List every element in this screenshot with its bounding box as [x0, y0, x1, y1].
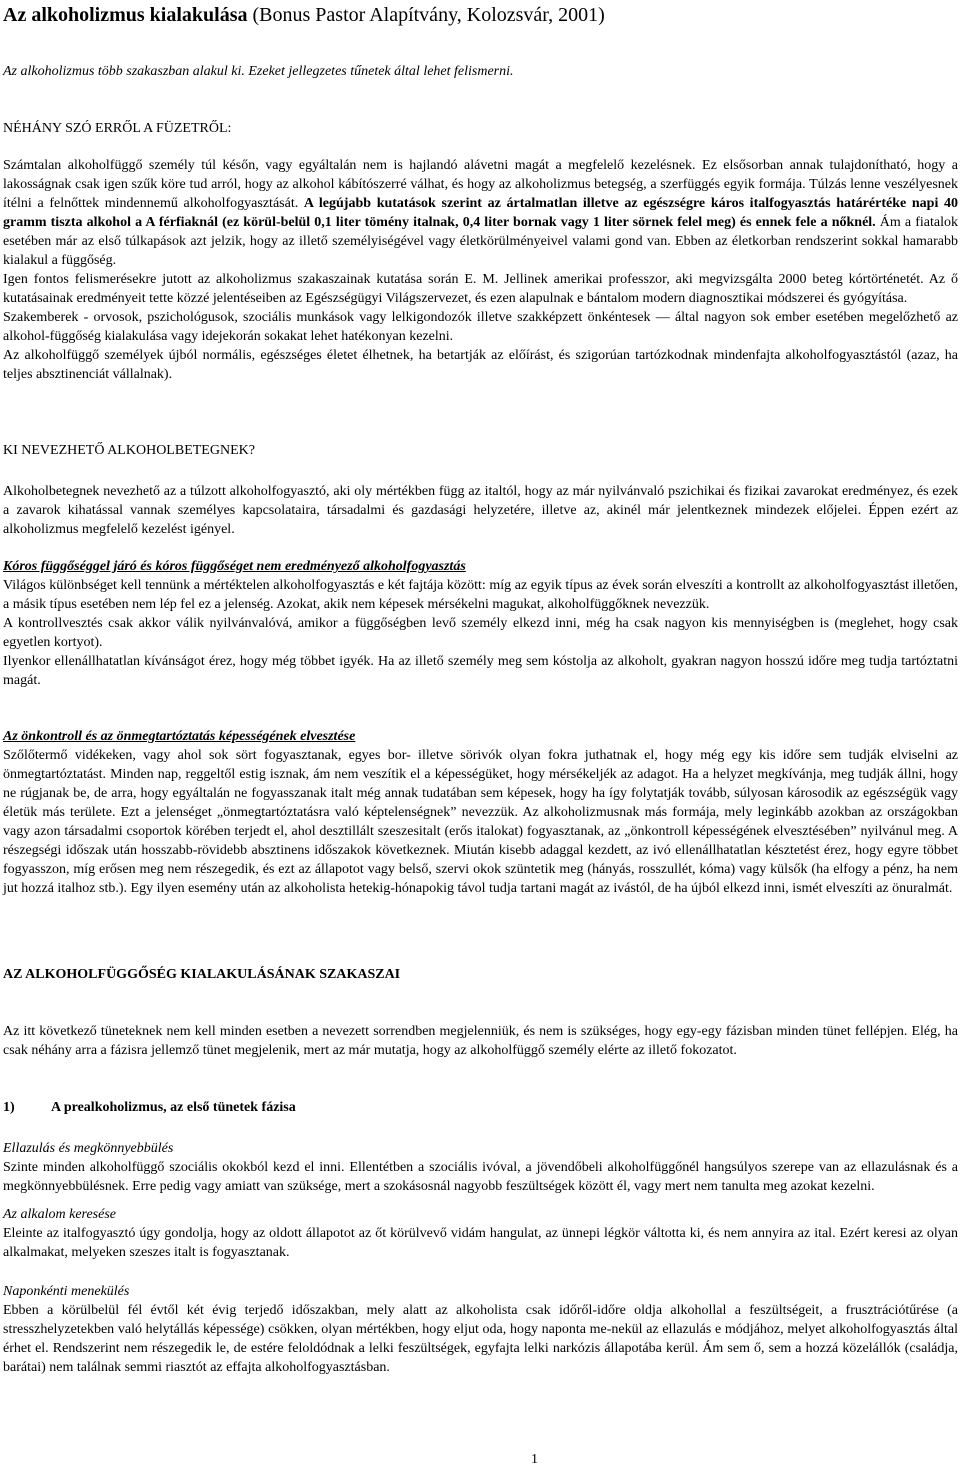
intro-text: Az alkoholizmus több szakaszban alakul ki. Ezeket jellegzetes tűnetek által lehet felismerni. [3, 64, 514, 79]
s3-paragraph-1: Az itt következő tüneteknek nem kell minden esetben a nevezett sorrendben megjelenniük, és nem is szükséges, hogy egy-egy fázisban minden tünet fellépjen. Elég, ha csak néhány arra a fázisra jellemző tünet megjelenik, mert az már mutatja, hogy az alkoholfüggő személy elérte az illető fokozatot. [3, 1024, 958, 1058]
section3-heading: AZ ALKOHOLFÜGGŐSÉG KIALAKULÁSÁNAK SZAKASZAI [3, 967, 401, 982]
intro-paragraph [3, 62, 958, 81]
sub1-paragraph-2: A kontrollvesztés csak akkor válik nyilvánvalóvá, amikor a függőségben levő személy elkezd inni, még ha csak nagyon kis mennyiségben is (meglehet, hogy csak egyetlen kortyot). [3, 616, 958, 650]
subsection1 [3, 557, 958, 690]
s1-paragraph-1: Számtalan alkoholfüggő személy túl későn, vagy egyáltalán nem is hajlandó alávetni magát a megfelelő kezelésnek. Ez elsősorban annak tulajdonítható, hogy a lakosságnak csak igen szűk köre tud arról, hogy az alkohol kábítószerré válhat, és hogy az alkoholizmus betegség, a szerfüggés egyik formája. Túlzás lenne veszélyesnek ítélni a felnőttek mindennemű alkoholfogyasztását. A legújabb kutatások szerint az ártalmatlan illetve az egészségre káros italfogyasztás határértéke napi 40 gramm tiszta alkohol a A férfiaknál (ez körül-belül 0,1 liter tömény italnak, 0,4 liter bornak vagy 1 liter sörnek felel meg) és ennek fele a nőknél. Ám a fiatalok esetében már az első túlkapások azt jelzik, hogy az illető személyiségével vagy életkörülményeivel valami gond van. Ebben az életkorban rendszerint sokkal hamarabb kialakul a függőség. [3, 158, 959, 268]
section2-body [3, 482, 958, 539]
page-number: 1 [531, 1452, 538, 1467]
phase1-number: 1) [3, 1100, 15, 1115]
sub3-heading: Ellazulás és megkönnyebbülés [3, 1141, 174, 1156]
sub3-paragraph-1: Szinte minden alkoholfüggő szociális okokból kezd el inni. Ellentétben a szociális ivóval, a jövendőbeli alkoholfüggőnél hangsúlyos szerepe van az ellazulásnak és a megkönnyebbülésnek. Erre pedig vagy amiatt van szüksége, mert a szokásosnál nagyobb feszültségek között él, vagy mert nem tanulta meg azokat kezelni. [3, 1160, 958, 1194]
s1-paragraph-4: Az alkoholfüggő személyek újból normális, egészséges életet élhetnek, ha betartják az előírást, és szigorúan tartózkodnak mindenfajta alkoholfogyasztástól (azaz, ha teljes absztinenciát vállalnak). [3, 348, 958, 382]
sub4-paragraph-1: Eleinte az italfogyasztó úgy gondolja, hogy az oldott állapotot az őt körülvevő vidám hangulat, az ünnepi légkör váltotta ki, és nem annyira az ital. Ezért keresi az olyan alkalmakat, melyeken szeszes italt is fogyasztanak. [3, 1226, 958, 1260]
s1-paragraph-2: Igen fontos felismerésekre jutott az alkoholizmus szakaszainak kutatása során E. M. Jellinek amerikai professzor, aki megvizsgálta 2000 beteg kórtörténetét. Az ő kutatásainak eredményeit tette közzé jelentéseiben az Egészségügyi Világszervezet, és ezen alapulnak e bántalom modern diagnosztikai módszerei és gyógyítása. [3, 272, 958, 306]
sub5-paragraph-1: Ebben a körülbelül fél évtől két évig terjedő időszakban, mely alatt az alkoholista csak időről-időre oldja alkohollal a feszültségeit, a frusztrációtűrése (a stresszhelyzetekben való helytállás képessége) csökken, olyan mértékben, hogy eljut oda, hogy naponta me-nekül az ellazulás e módjához, melyet alkoholfogyasztás által érhet el. Rendszerint nem részegedik le, de estére feloldódnak a lelki feszültségek, egyfajta lelki narkózis állapotába kerül. Ám sem ő, sem a hozzá közelállók (családja, barátai) nem találnak semmi riasztót az effajta alkoholfogyasztásban. [3, 1303, 958, 1375]
subsection5 [3, 1282, 958, 1377]
sub2-heading: Az önkontroll és az önmegtartóztatás képességének elvesztése [3, 729, 356, 744]
section1-body [3, 156, 958, 384]
s1-bold-limit: A legújabb kutatások szerint az ártalmatlan illetve az egészségre káros italfogyasztás határértéke napi 40 gramm tiszta alkohol a A férfiaknál (ez körül-belül 0,1 liter tömény italnak, 0,4 liter bornak vagy 1 liter sörnek felel meg) és ennek fele a nőknél. [3, 196, 959, 230]
section2-heading: KI NEVEZHETŐ ALKOHOLBETEGNEK? [3, 443, 255, 458]
phase1-heading [3, 1098, 958, 1117]
phase1-title: A prealkoholizmus, az első tünetek fázisa [51, 1100, 296, 1115]
sub1-paragraph-1: Világos különbséget kell tennünk a mértéktelen alkoholfogyasztás e két fajtája között: míg az egyik típus az évek során elveszíti a kontrollt az alkoholfogyasztást illetően, a másik típus esetében nem lép fel ez a jelenség. Azokat, akik nem képesek mérsékelni magukat, alkoholfüggőknek nevezzük. [3, 578, 958, 612]
sub5-heading: Naponkénti menekülés [3, 1284, 130, 1299]
s2-paragraph-1: Alkoholbetegnek nevezhető az a túlzott alkoholfogyasztó, aki oly mértékben függ az italtól, hogy az már nyilvánvaló pszichikai és fizikai zavarokat eredményez, és ezek a zavarok kihatással vannak személyes kapcsolataira, társadalmi és gazdasági helyzetére, illetve az, akinél már jelentkeznek mindezek előjelei. Éppen ezért az alkoholizmus megfelelő kezelést igényel. [3, 484, 958, 537]
subsection3 [3, 1139, 958, 1196]
sub4-heading: Az alkalom keresése [3, 1207, 116, 1222]
document-title [3, 2, 605, 28]
sub2-paragraph-1: Szőlőtermő vidékeken, vagy ahol sok sört fogyasztanak, egyes bor- illetve sörivók olyan fokra juthatnak el, hogy még egy kis időre sem tudják elviselni az önmegtartóztatást. Minden nap, reggeltől estig isznak, ám nem veszítik el a képességüket, hogy mérsékeljék az adagot. Ha a helyzet megkívánja, meg tudják állni, hogy ne rúgjanak be, de arra, hogy egyáltalán ne fogyasszanak italt még annak tudatában sem képesek, hogy ha így folytatják tovább, súlyosan károsodik az egészségük vagy életük más területe. Ezt a jelenséget „önmegtartóztatásra való képtelenségnek” nevezzük. Az alkoholizmusnak más formája, mely leginkább azokban az országokban vagy azon társadalmi csoportok körében terjedt el, ahol desztillált szeszesitalt (erős italokat) fogyasztanak, az „önkontroll képességének elvesztésében” nyilvánul meg. A részegségi időszak után hosszabb-rövidebb absztinens időszakok következnek. Miután kisebb adaggal kezdett, az ivó ellenállhatatlan késztetést érez, hogy egyre többet fogyasszon, míg erősen meg nem részegedik, és ezt az állapotot vagy belső, szervi okok szüntetik meg (hányás, rosszullét, kóma) vagy külsők (ha elfogy a pénz, ha nem jut hozzá italhoz stb.). Egy ilyen esemény után az alkoholista hetekig-hónapokig távol tudja tartani magát az ivástól, de ha újból elkezd inni, ismét elveszíti az önuralmát. [3, 748, 958, 896]
sub1-heading: Kóros függőséggel járó és kóros függőséget nem eredményező alkoholfogyasztás [3, 559, 466, 574]
subsection4 [3, 1205, 958, 1262]
s1-paragraph-3: Szakemberek - orvosok, pszichológusok, szociális munkások vagy lelkigondozók illetve szakképzett önkéntesek — által nagyon sok ember esetében megelőzhető az alkohol-függőség kialakulása vagy idejekorán sokakat lehet hatékonyan kezelni. [3, 310, 958, 344]
sub1-paragraph-3: Ilyenkor ellenállhatatlan kívánságot érez, hogy még többet igyék. Ha az illető személy meg sem kóstolja az alkoholt, gyakran nagyon hosszú időre meg tudja tartóztatni magát. [3, 654, 958, 688]
title-source: (Bonus Pastor Alapítvány, Kolozsvár, 2001) [247, 4, 605, 26]
subsection2 [3, 727, 958, 898]
section1-heading: NÉHÁNY SZÓ ERRŐL A FÜZETRŐL: [3, 121, 232, 136]
title-main: Az alkoholizmus kialakulása [3, 4, 248, 26]
section3-body [3, 1022, 958, 1060]
